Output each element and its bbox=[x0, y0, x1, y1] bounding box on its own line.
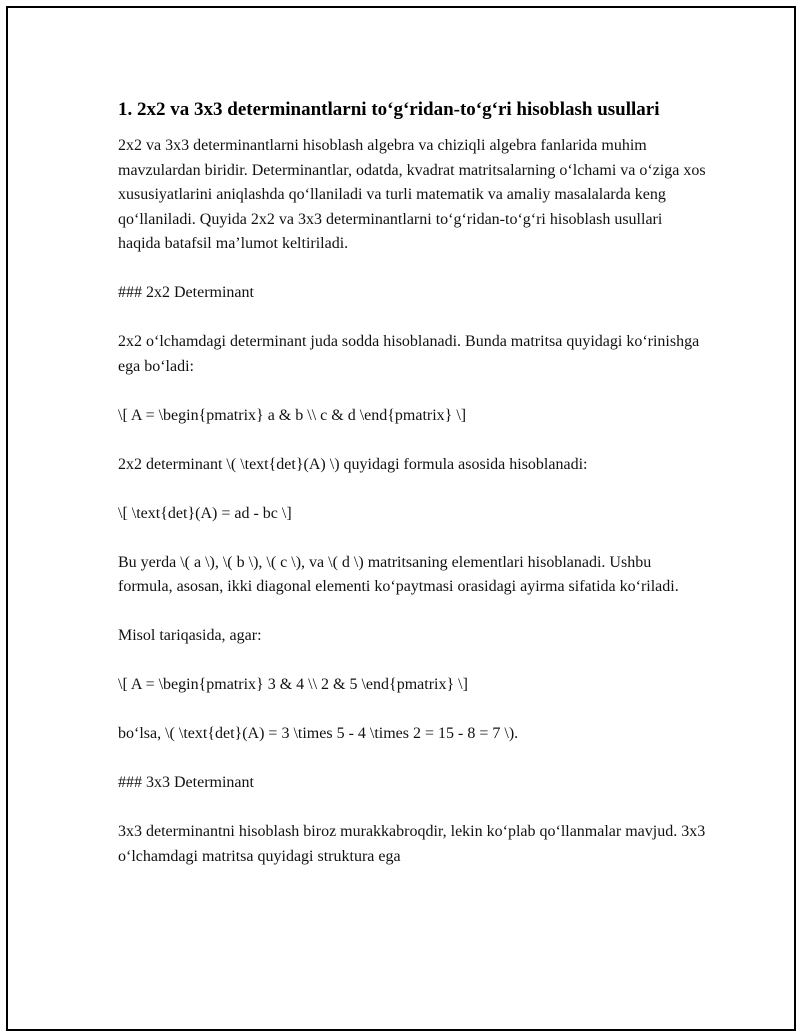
formula-example-matrix: \[ A = \begin{pmatrix} 3 & 4 \\ 2 & 5 \end{pmatrix} \] bbox=[118, 676, 468, 693]
paragraph-det-formula-intro: 2x2 determinant \( \text{det}(A) \) quyidagi formula asosida hisoblanadi: bbox=[118, 455, 588, 473]
section-heading-3x3: ### 3x3 Determinant bbox=[118, 774, 254, 791]
paragraph-3x3-intro: 3x3 determinantni hisoblash biroz murakkabroqdir, lekin ko‘plab qo‘llanmalar mavjud. 3x3 o‘lchamdagi matritsa quyidagi struktura ega bbox=[118, 823, 706, 865]
document-title: 1. 2x2 va 3x3 determinantlarni to‘g‘ridan-to‘g‘ri hisoblash usullari bbox=[118, 99, 660, 120]
paragraph-elements-explanation: Bu yerda \( a \), \( b \), \( c \), va \( d \) matritsaning elementlari hisoblanadi. Ushbu formula, asosan, ikki diagonal elementi ko‘paytmasi orasidagi ayirma sifatida ko‘riladi. bbox=[118, 553, 679, 595]
intro-paragraph: 2x2 va 3x3 determinantlarni hisoblash algebra va chiziqli algebra fanlarida muhim mavzulardan biridir. Determinantlar, odatda, kvadrat matritsalarning o‘lchami va o‘ziga xos xususiyatlarini aniqlashda qo‘llaniladi va turli matematik va amaliy masalalarda keng qo‘llaniladi. Quyida 2x2 va 3x3 determinantlarni to‘g‘ridan-to‘g‘ri hisoblash usullari haqida batafsil ma’lumot keltiriladi. bbox=[118, 137, 706, 252]
paragraph-2x2-intro: 2x2 o‘lchamdagi determinant juda sodda hisoblanadi. Bunda matritsa quyidagi ko‘rinishga ega bo‘ladi: bbox=[118, 333, 700, 375]
page-frame bbox=[6, 6, 796, 1031]
document-body bbox=[118, 96, 708, 869]
paragraph-example-result: bo‘lsa, \( \text{det}(A) = 3 \times 5 - 4 \times 2 = 15 - 8 = 7 \). bbox=[118, 725, 519, 742]
paragraph-example-intro: Misol tariqasida, agar: bbox=[118, 627, 262, 644]
formula-matrix-2x2: \[ A = \begin{pmatrix} a & b \\ c & d \end{pmatrix} \] bbox=[118, 406, 467, 424]
section-heading-2x2: ### 2x2 Determinant bbox=[118, 284, 254, 301]
formula-det-2x2: \[ \text{det}(A) = ad - bc \] bbox=[118, 504, 292, 522]
